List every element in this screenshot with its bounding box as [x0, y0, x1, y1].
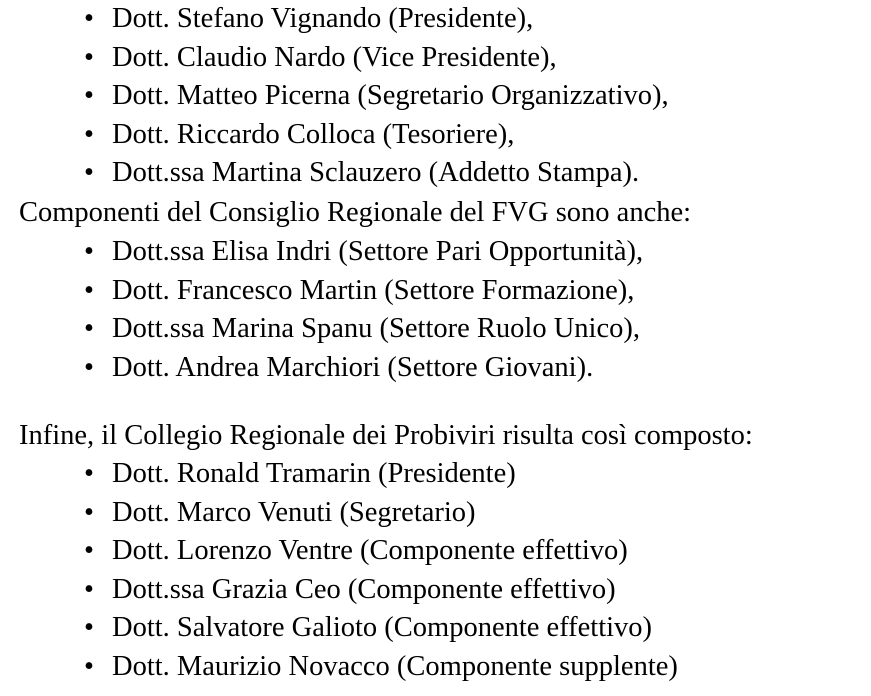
list-item-text: Dott. Francesco Martin (Settore Formazione), [112, 274, 635, 306]
list-item-text: Dott.ssa Elisa Indri (Settore Pari Opportunità), [112, 236, 644, 267]
list-item-text: Dott. Riccardo Colloca (Tesoriere), [112, 118, 515, 150]
bullet: • [84, 157, 94, 189]
bullet: • [84, 3, 94, 34]
list-item [0, 532, 678, 571]
bullet: • [84, 458, 94, 489]
consiglio-officers-list [0, 0, 669, 193]
bullet: • [84, 351, 94, 383]
list-item-text: Dott. Stefano Vignando (Presidente), [112, 3, 534, 34]
list-item [0, 455, 678, 494]
list-item [0, 349, 643, 388]
bullet: • [84, 313, 94, 345]
list-item [0, 571, 678, 610]
bullet: • [84, 118, 94, 150]
list-item [0, 77, 669, 116]
list-item [0, 272, 643, 311]
list-item-text: Dott. Salvatore Galioto (Componente effettivo) [112, 612, 653, 644]
list-item-text: Dott.ssa Martina Sclauzero (Addetto Stampa). [112, 157, 640, 189]
list-item [0, 154, 669, 193]
list-item-text: Dott. Andrea Marchiori (Settore Giovani). [112, 351, 594, 383]
list-item [0, 39, 669, 78]
bullet: • [84, 80, 94, 112]
list-item [0, 310, 643, 349]
list-item [0, 494, 678, 533]
list-item [0, 233, 643, 272]
bullet: • [84, 236, 94, 267]
bullet: • [84, 41, 94, 73]
list-item-text: Dott. Matteo Picerna (Segretario Organizzativo), [112, 80, 669, 112]
bullet: • [84, 496, 94, 528]
list-item-text: Dott.ssa Marina Spanu (Settore Ruolo Unico), [112, 313, 640, 345]
list-item-text: Dott. Lorenzo Ventre (Componente effettivo) [112, 535, 628, 567]
list-item [0, 0, 669, 39]
bullet: • [84, 274, 94, 306]
list-item-text: Dott. Ronald Tramarin (Presidente) [112, 458, 516, 489]
bullet: • [84, 650, 94, 682]
list-item [0, 609, 678, 648]
probiviri-list [0, 455, 678, 687]
probiviri-intro-paragraph: Infine, il Collegio Regionale dei Probiviri risulta così composto: [19, 420, 753, 451]
list-item-text: Dott. Claudio Nardo (Vice Presidente), [112, 41, 557, 73]
list-item-text: Dott. Marco Venuti (Segretario) [112, 496, 476, 528]
list-item-text: Dott.ssa Grazia Ceo (Componente effettivo) [112, 573, 616, 605]
componenti-list [0, 233, 643, 387]
bullet: • [84, 612, 94, 644]
list-item [0, 116, 669, 155]
list-item-text: Dott. Maurizio Novacco (Componente supplente) [112, 650, 678, 682]
bullet: • [84, 573, 94, 605]
bullet: • [84, 535, 94, 567]
componenti-intro-paragraph: Componenti del Consiglio Regionale del FVG sono anche: [19, 197, 692, 228]
list-item [0, 648, 678, 687]
